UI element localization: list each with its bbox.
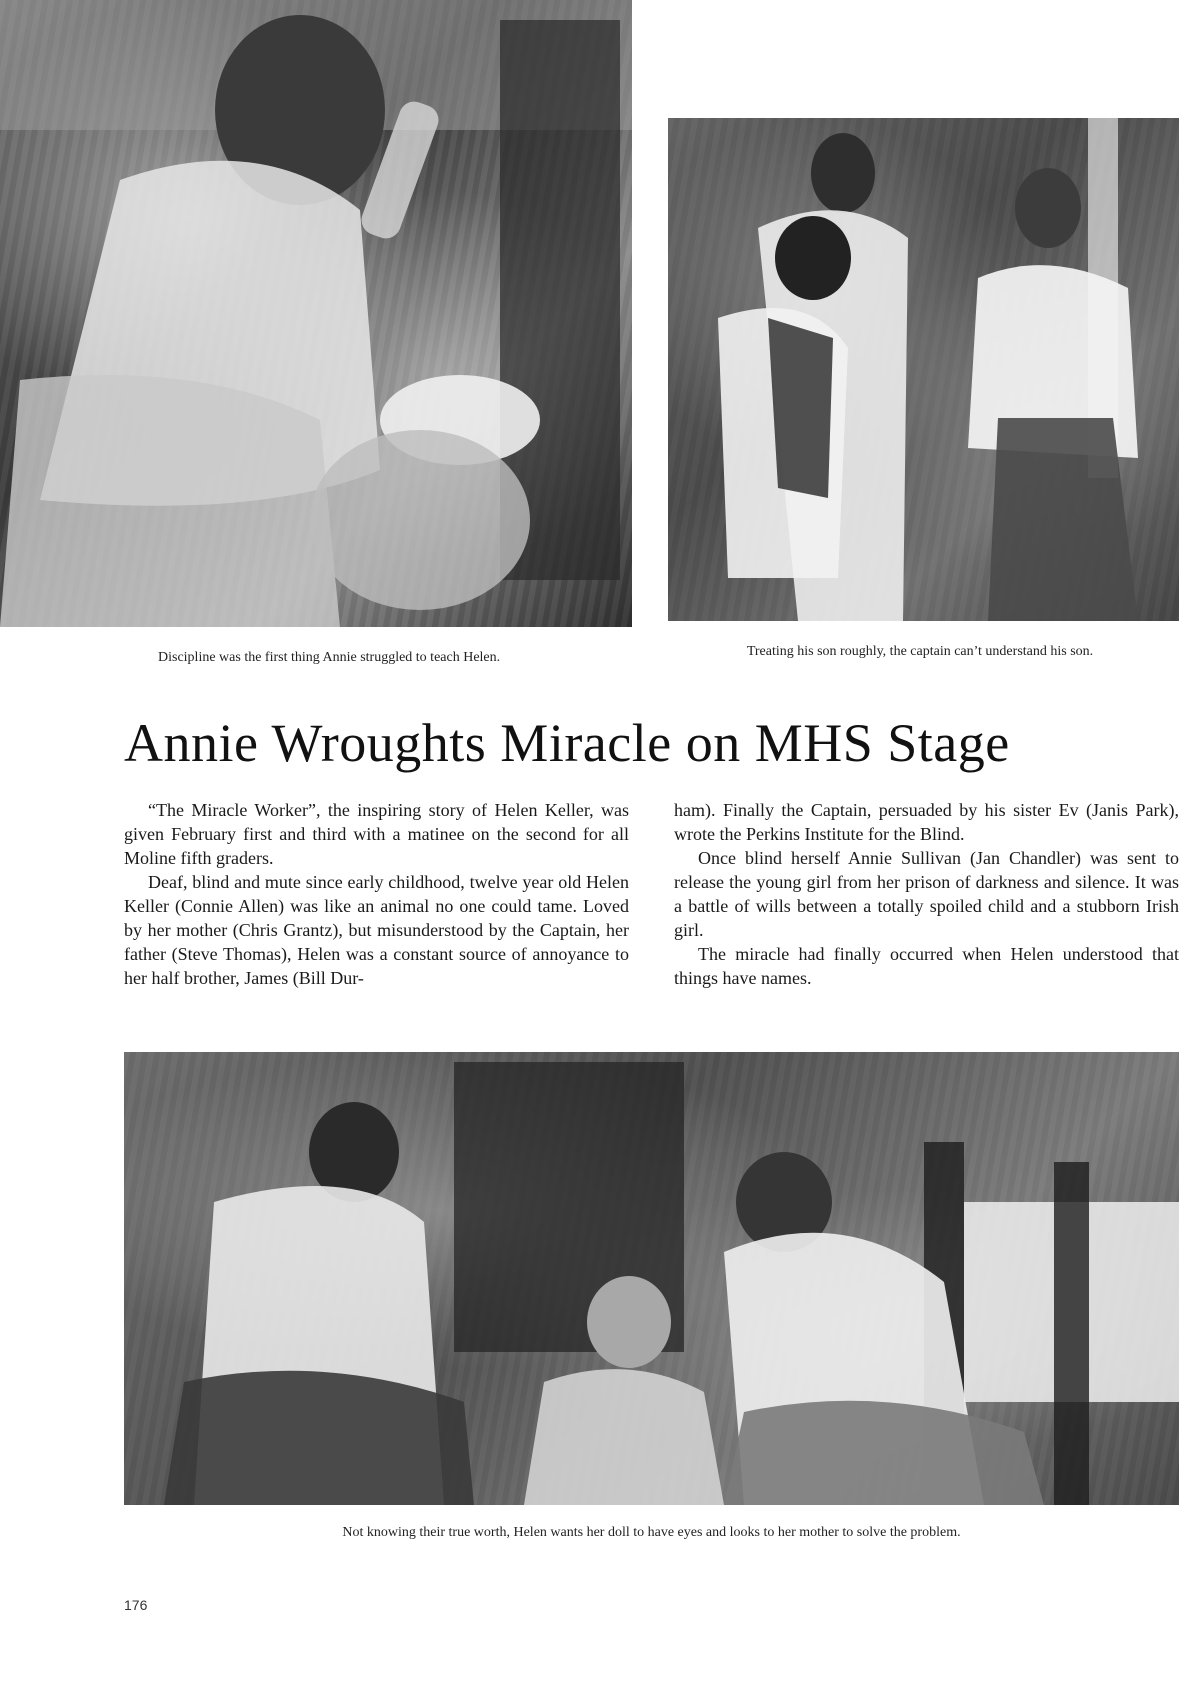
article-column-right <box>674 798 1179 990</box>
article-paragraph: “The Miracle Worker”, the inspiring story of Helen Keller, was given February first and third with a matinee on the second for all Moline fifth graders. <box>124 800 629 868</box>
caption-discipline: Discipline was the first thing Annie struggled to teach Helen. <box>158 650 501 665</box>
article-paragraph: The miracle had finally occurred when Helen understood that things have names. <box>674 944 1179 988</box>
headline: Annie Wroughts Miracle on MHS Stage <box>124 713 1010 773</box>
article-paragraph: Deaf, blind and mute since early childhood, twelve year old Helen Keller (Connie Allen) was like an animal no one could tame. Loved by her mother (Chris Grantz), but misunderstood by the Captain, her father (Steve Thomas), Helen was a constant source of annoyance to her half brother, James (Bill Dur- <box>124 872 629 988</box>
page-number: 176 <box>124 1597 148 1613</box>
caption-doll: Not knowing their true worth, Helen wants her doll to have eyes and looks to her mother to solve the problem. <box>342 1525 961 1540</box>
photo-captain-figures <box>668 118 1179 621</box>
caption-captain: Treating his son roughly, the captain can’t understand his son. <box>746 644 1094 659</box>
article-paragraph: Once blind herself Annie Sullivan (Jan Chandler) was sent to release the young girl from her prison of darkness and silence. It was a battle of wills between a totally spoiled child and a stubborn Irish girl. <box>674 848 1179 940</box>
photo-doll <box>124 1052 1179 1505</box>
article-paragraph: ham). Finally the Captain, persuaded by his sister Ev (Janis Park), wrote the Perkins Institute for the Blind. <box>674 800 1179 844</box>
article-column-left <box>124 798 629 990</box>
photo-doll-figures <box>124 1052 1179 1505</box>
photo-discipline-figures <box>0 0 632 627</box>
photo-discipline <box>0 0 632 627</box>
photo-captain <box>668 118 1179 621</box>
